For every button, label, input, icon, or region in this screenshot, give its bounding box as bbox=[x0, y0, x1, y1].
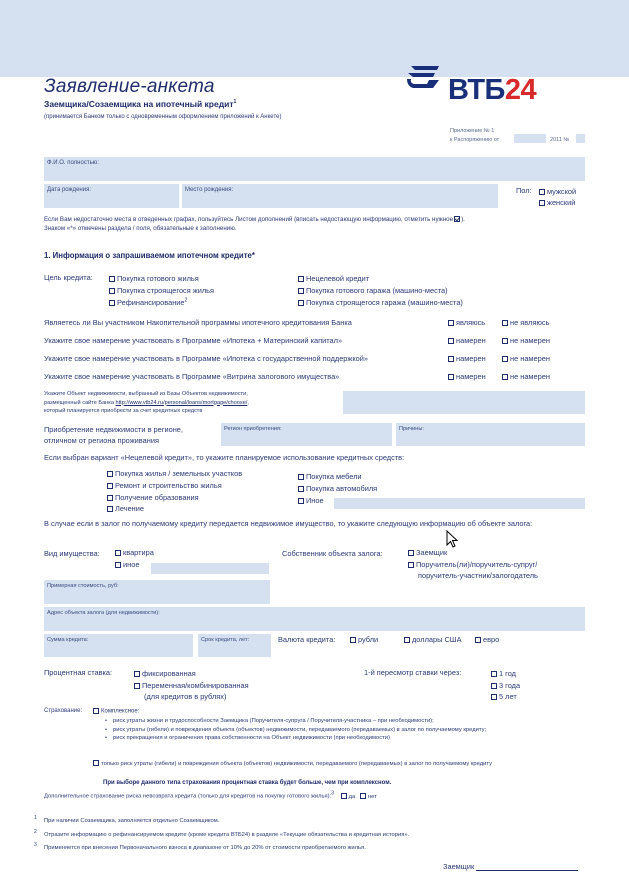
header-band bbox=[0, 0, 629, 77]
birth-place-label: Место рождения: bbox=[185, 187, 234, 193]
owner-borrower[interactable]: Заемщик bbox=[408, 547, 538, 559]
fio-field[interactable] bbox=[44, 157, 585, 181]
purpose-col2 bbox=[298, 273, 463, 308]
reasons-field[interactable] bbox=[396, 423, 585, 446]
insurance-only-property[interactable]: только риск утраты (гибели) и повреждения объекта (объектов) недвижимости, передаваемого (передаваемых) в залог по получаемому кредиту bbox=[93, 760, 588, 769]
program-row: Укажите свое намерение участвовать в Программе «Витрина залогового имущества» намерен не намерен bbox=[44, 372, 550, 381]
checkbox[interactable] bbox=[107, 506, 113, 512]
checkbox[interactable] bbox=[298, 276, 304, 282]
program-no[interactable]: не намерен bbox=[502, 372, 550, 381]
program-row: Являетесь ли Вы участником Накопительной программы ипотечного кредитования Банка являюсь не являюсь bbox=[44, 318, 550, 327]
checkbox[interactable] bbox=[491, 694, 497, 700]
order-number-field[interactable] bbox=[576, 134, 585, 143]
property-types bbox=[115, 547, 154, 570]
loan-term-label: Срок кредита, лет: bbox=[201, 637, 250, 643]
purpose-ready-garage[interactable]: Покупка готового гаража (машино-места) bbox=[298, 285, 463, 297]
program-yes[interactable]: намерен bbox=[448, 372, 486, 381]
checkbox[interactable] bbox=[491, 683, 497, 689]
object-text: Укажите Объект недвижимости, выбранный из Базы Объектов недвижимости, размещенный сайте Банка http://www.vtb24.ru/personal/loans/mortgage/choose/, который планируется приобрести за счет кредитных средств bbox=[44, 391, 249, 414]
birth-date-field[interactable] bbox=[44, 184, 179, 208]
collateral-text: В случае если в залог по получаемому кредиту передается недвижимое имущество, то укажите следующую информацию об объекте залога: bbox=[44, 519, 533, 528]
checkbox[interactable] bbox=[360, 793, 366, 799]
program-row: Укажите свое намерение участвовать в Программе «Ипотека с государственной поддержкой» намерен не намерен bbox=[44, 354, 550, 363]
order-date-field[interactable] bbox=[514, 134, 546, 143]
loan-amount-label: Сумма кредита: bbox=[47, 637, 89, 643]
order-year-label: 2011 № bbox=[550, 137, 570, 143]
review-5-years[interactable]: 5 лет bbox=[491, 691, 520, 703]
purpose-construction-housing[interactable]: Покупка строящегося жилья bbox=[109, 285, 214, 297]
object-field[interactable] bbox=[343, 391, 585, 414]
checkbox[interactable] bbox=[408, 550, 414, 556]
program-row: Укажите свое намерение участвовать в Программе «Ипотека + Материнский капитал» намерен не намерен bbox=[44, 336, 550, 345]
review-label: 1-й пересмотр ставки через: bbox=[364, 668, 462, 677]
purpose-nontarget[interactable]: Нецелевой кредит bbox=[298, 273, 463, 285]
footnote: $^1$ При наличии Созаемщика, заполняется отдельно Созаемщиком. bbox=[34, 815, 220, 824]
region-field-label: Регион приобретения: bbox=[224, 426, 282, 432]
signature: Заемщик bbox=[443, 862, 578, 871]
checkbox[interactable] bbox=[109, 300, 115, 306]
loan-amount-field[interactable] bbox=[44, 634, 193, 657]
gender-male[interactable]: мужской bbox=[539, 186, 576, 197]
checkbox[interactable] bbox=[107, 495, 113, 501]
approx-cost-field[interactable] bbox=[44, 580, 270, 604]
checkbox[interactable] bbox=[298, 486, 304, 492]
checkbox[interactable] bbox=[539, 189, 545, 195]
currency-eur[interactable]: евро bbox=[475, 635, 499, 644]
checkbox[interactable] bbox=[107, 471, 113, 477]
footnotes bbox=[34, 815, 409, 856]
checkbox[interactable] bbox=[93, 708, 99, 714]
address-label: Адрес объекта залога (для недвижимости): bbox=[47, 610, 160, 616]
rate-options: фиксированная Переменная/комбинированная (для кредитов в рублях) bbox=[134, 668, 249, 703]
checkbox[interactable] bbox=[134, 671, 140, 677]
checkbox[interactable] bbox=[448, 374, 454, 380]
checkbox[interactable] bbox=[502, 374, 508, 380]
property-apartment[interactable]: квартира bbox=[115, 547, 154, 559]
review-1-year[interactable]: 1 год bbox=[491, 668, 520, 680]
checkbox[interactable] bbox=[502, 338, 508, 344]
review-3-years[interactable]: 3 года bbox=[491, 680, 520, 692]
insurance-complex[interactable]: Комплексное: bbox=[93, 708, 139, 715]
birth-date-label: Дата рождения: bbox=[47, 187, 91, 193]
insurance-risk-list bbox=[105, 717, 575, 743]
extra-insurance-no[interactable]: нет bbox=[360, 794, 377, 800]
checkbox[interactable] bbox=[475, 637, 481, 643]
loan-term-field[interactable] bbox=[198, 634, 271, 657]
checkbox[interactable] bbox=[539, 200, 545, 206]
region-text: Приобретение недвижимости в регионе, отличном от региона проживания bbox=[44, 425, 183, 445]
insurance-risk-item: • риск прекращения и ограничения права собственности на Объект недвижимости (при необходимости) bbox=[105, 734, 575, 743]
checkbox[interactable] bbox=[404, 637, 410, 643]
usage-housing-land[interactable]: Покупка жилья / земельных участков bbox=[107, 468, 242, 480]
property-other-field[interactable] bbox=[151, 563, 269, 574]
fio-label: Ф.И.О. полностью: bbox=[47, 160, 99, 166]
usage-treatment[interactable]: Лечение bbox=[107, 503, 242, 515]
program-no[interactable]: не намерен bbox=[502, 336, 550, 345]
checkbox[interactable] bbox=[134, 683, 140, 689]
form-title: Заявление-анкета bbox=[44, 76, 215, 97]
footnote: $^2$ Отразите информацию о рефинансируемом кредите (кроме кредита ВТБ24) в разделе «Текущие обязательства и кредитная история». bbox=[34, 828, 410, 838]
program-no[interactable]: не являюсь bbox=[502, 318, 549, 327]
property-other[interactable]: иное bbox=[115, 559, 154, 571]
usage-col1 bbox=[107, 468, 242, 515]
usage-repair[interactable]: Ремонт и строительство жилья bbox=[107, 480, 242, 492]
rate-label: Процентная ставка: bbox=[44, 668, 113, 677]
checkbox[interactable] bbox=[502, 320, 508, 326]
footnote: $^3$ Применяется при внесении Первоначального взноса в диапазоне от 10% до 20% от стоимости приобретаемого жилья. bbox=[34, 842, 366, 851]
usage-car[interactable]: Покупка автомобиля bbox=[298, 483, 377, 495]
owner-options: Заемщик Поручитель(ли)/поручитель-супруг/ поручитель-участник/залогодатель bbox=[408, 547, 538, 582]
vtb-wings-logo-icon bbox=[405, 64, 441, 92]
program-no[interactable]: не намерен bbox=[502, 354, 550, 363]
rate-variable[interactable]: Переменная/комбинированная bbox=[134, 680, 249, 692]
appendix-info: Приложение № 1 к Распоряжению от bbox=[450, 128, 500, 143]
insurance-risk-item: • риск утраты жизни и трудоспособности Заемщика (Поручителя-супруга / Поручителя-участника – при необходимости); bbox=[105, 717, 575, 726]
review-options bbox=[491, 668, 520, 703]
birth-place-field[interactable] bbox=[182, 184, 498, 208]
purpose-ready-housing[interactable]: Покупка готового жилья bbox=[109, 273, 214, 285]
insurance-risk-item: • риск утраты (гибели) и повреждения объекта (объектов) недвижимости, передаваемого (передаваемых) в залог по получаемому кредиту; bbox=[105, 726, 575, 735]
program-yes[interactable]: намерен bbox=[448, 354, 486, 363]
gender-options bbox=[539, 186, 576, 208]
program-yes[interactable]: являюсь bbox=[448, 318, 485, 327]
usage-other-field[interactable] bbox=[334, 498, 585, 509]
checkbox[interactable] bbox=[448, 320, 454, 326]
checkbox[interactable] bbox=[109, 288, 115, 294]
programs-list bbox=[44, 318, 589, 390]
currency-label: Валюта кредита: bbox=[278, 635, 336, 644]
purpose-label: Цель кредита: bbox=[44, 273, 93, 282]
insurance-label: Страхование: bbox=[44, 708, 83, 714]
mouse-cursor-icon bbox=[446, 530, 458, 553]
gender-label: Пол: bbox=[516, 186, 532, 195]
region-field[interactable] bbox=[221, 423, 392, 446]
checkbox[interactable] bbox=[350, 637, 356, 643]
section-1-heading: 1. Информация о запрашиваемом ипотечном кредите* bbox=[44, 251, 255, 260]
checkbox[interactable] bbox=[298, 498, 304, 504]
currency-usd[interactable]: доллары США bbox=[404, 635, 462, 644]
checkbox[interactable] bbox=[107, 483, 113, 489]
rate-fixed[interactable]: фиксированная bbox=[134, 668, 249, 680]
currency-rub[interactable]: рубли bbox=[350, 635, 378, 644]
purpose-refinancing[interactable]: Рефинансирование$^2$ bbox=[109, 297, 214, 309]
checkbox[interactable] bbox=[502, 356, 508, 362]
checkbox[interactable] bbox=[491, 671, 497, 677]
checkbox[interactable] bbox=[93, 760, 99, 766]
owner-label: Собственник объекта залога: bbox=[282, 549, 383, 558]
checkbox[interactable] bbox=[341, 793, 347, 799]
checkbox[interactable] bbox=[109, 276, 115, 282]
instructions: Если Вам недостаточно места в отведенных графах, пользуйтесь Листом дополнений (вписать недостающую информацию, отметить нужное ). Знаком «*» отмечены раздела / поля, обязательные к заполнению. bbox=[44, 216, 465, 232]
mortgage-choose-link[interactable]: http://www.vtb24.ru/personal/loans/mortgage/choose/ bbox=[115, 399, 248, 406]
checked-example-icon bbox=[454, 216, 460, 222]
checkbox[interactable] bbox=[298, 474, 304, 480]
checkbox[interactable] bbox=[448, 338, 454, 344]
extra-insurance: Дополнительное страхование риска невозврата кредита (только для кредитов на покупку готового жилья):$^3$ да нет bbox=[44, 790, 377, 800]
purpose-col1 bbox=[109, 273, 214, 308]
form-note: (принимается Банком только с одновременным оформлением приложений к Анкете) bbox=[44, 114, 282, 120]
owner-guarantor[interactable]: Поручитель(ли)/поручитель-супруг/ bbox=[408, 559, 538, 571]
program-yes[interactable]: намерен bbox=[448, 336, 486, 345]
checkbox[interactable] bbox=[298, 300, 304, 306]
gender-female[interactable]: женский bbox=[539, 197, 576, 208]
vtb24-logo: ВТБ24 bbox=[448, 74, 537, 106]
checkbox[interactable] bbox=[408, 562, 414, 568]
form-subtitle: Заемщика/Созаемщика на ипотечный кредит$^1$ bbox=[44, 99, 237, 109]
checkbox[interactable] bbox=[115, 562, 121, 568]
nontarget-text: Если выбран вариант «Нецелевой кредит», то укажите планируемое использование кредитных средств: bbox=[44, 453, 405, 462]
usage-furniture[interactable]: Покупка мебели bbox=[298, 471, 377, 483]
address-field[interactable] bbox=[44, 607, 585, 631]
insurance-warning: При выборе данного типа страхования процентная ставка будет больше, чем при комплексном. bbox=[103, 780, 392, 786]
property-type-label: Вид имущества: bbox=[44, 549, 100, 558]
signature-line[interactable] bbox=[476, 863, 578, 871]
approx-cost-label: Примерная стоимость, руб: bbox=[47, 583, 119, 589]
checkbox[interactable] bbox=[448, 356, 454, 362]
usage-other[interactable]: Иное bbox=[298, 495, 377, 507]
extra-insurance-yes[interactable]: да bbox=[341, 794, 356, 800]
purpose-construction-garage[interactable]: Покупка строящегося гаража (машино-места) bbox=[298, 297, 463, 309]
reasons-field-label: Причины: bbox=[399, 426, 424, 432]
usage-education[interactable]: Получение образования bbox=[107, 492, 242, 504]
checkbox[interactable] bbox=[115, 550, 121, 556]
checkbox[interactable] bbox=[298, 288, 304, 294]
